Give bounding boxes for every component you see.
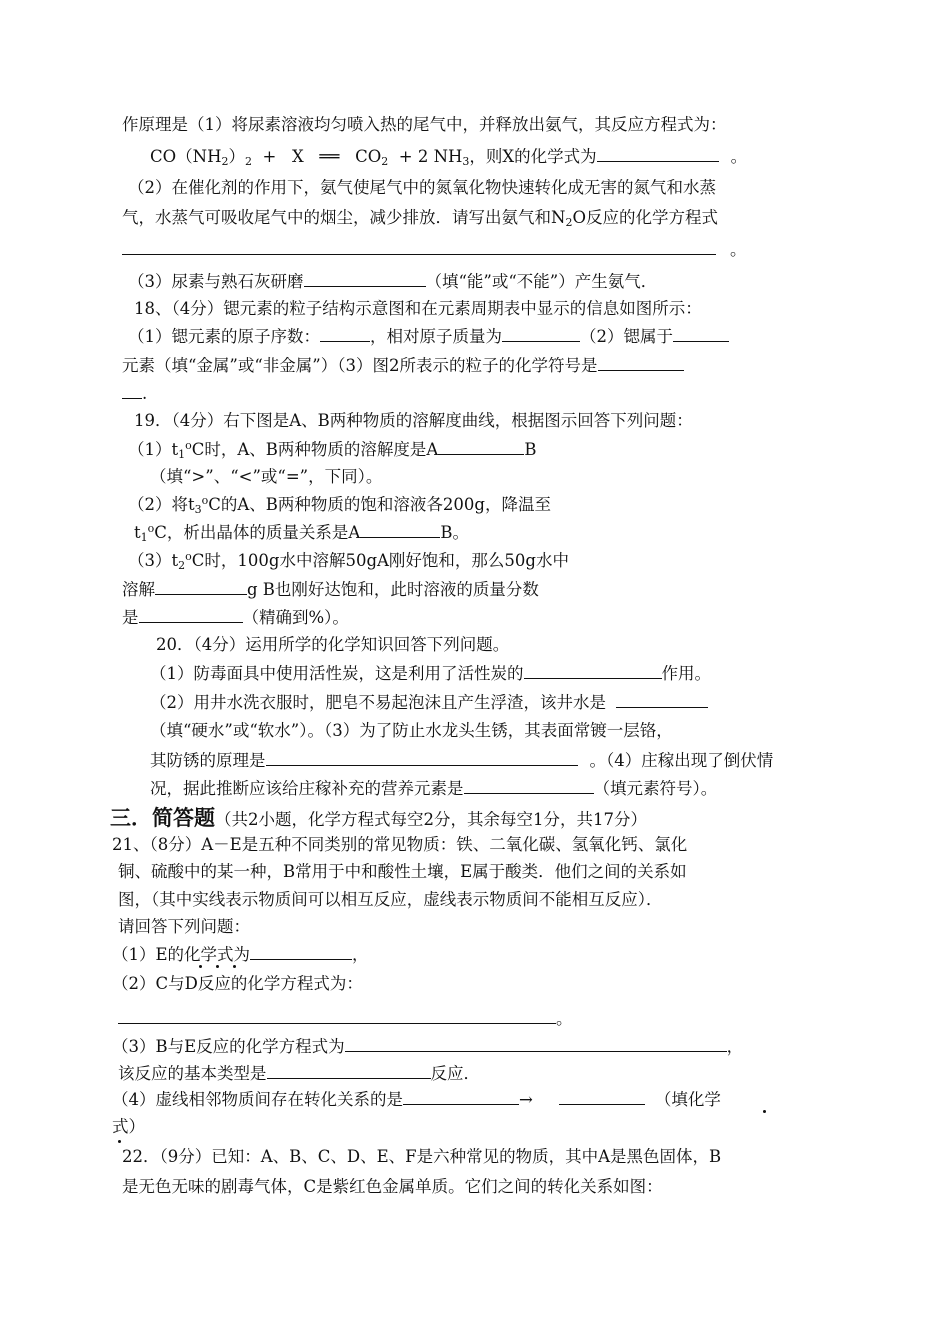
- q17-blank-ammonia[interactable]: [304, 270, 426, 287]
- q19-line5: $t_1^oC$，析出晶体的质量关系是A B。: [134, 522, 469, 544]
- q18-blank-atomic-number[interactable]: [320, 325, 370, 342]
- q19-blank-1[interactable]: [438, 438, 524, 455]
- emphasis-dot: [216, 965, 219, 968]
- q21-blank-3[interactable]: [345, 1035, 727, 1052]
- q21-blank-1[interactable]: [250, 943, 352, 960]
- q21-blank-4[interactable]: [267, 1062, 431, 1079]
- q19-line1: 19．（4分）右下图是A、B两种物质的溶解度曲线，根据图示回答下列问题：: [134, 411, 693, 430]
- q21-line5: （1）E的化学式为 ，: [112, 945, 369, 964]
- q20-line6: 况，据此推断应该给庄稼补充的营养元素是 （填元素符号）。: [150, 779, 718, 798]
- emphasis-dot: [763, 1110, 766, 1113]
- q20-line1: 20．（4分）运用所学的化学知识回答下列问题。: [156, 635, 510, 654]
- arrow-icon: →: [519, 1090, 533, 1109]
- q17-line1: 作原理是（1）将尿素溶液均匀喷入热的尾气中，并释放出氨气，其反应方程式为：: [122, 115, 727, 134]
- q18-line3: 元素（填“金属”或“非金属”）（3）图2所表示的粒子的化学符号是: [122, 354, 684, 377]
- q20-line5: 其防锈的原理是 。（4）庄稼出现了倒伏情: [150, 751, 774, 770]
- q22-line2: 是无色无味的剧毒气体，C是紫红色金属单质。它们之间的转化关系如图：: [122, 1177, 663, 1196]
- q19-line2: $(1)t_1^oC$时，A、B两种物质的溶解度是A B: [128, 439, 537, 461]
- q21-line4: 请回答下列问题：: [118, 917, 250, 936]
- q21-line1: 21、（8分）A－E是五种不同类别的常见物质：铁、二氧化碳、氢氧化钙、氯化: [112, 835, 688, 854]
- q21-line6: （2）C与D反应的化学方程式为：: [112, 974, 363, 993]
- q19-line8: 是 （精确到%）。: [122, 608, 349, 627]
- q21-blank-5[interactable]: [403, 1088, 519, 1105]
- q17-blank-equation[interactable]: [122, 238, 716, 255]
- q21-line11: 式）: [112, 1117, 145, 1136]
- q21-line2: 铜、硫酸中的某一种，B常用于中和酸性土壤，E属于酸类．他们之间的关系如: [118, 862, 687, 881]
- q20-line4: （填“硬水”或“软水”）。（3）为了防止水龙头生锈，其表面常镀一层铬，: [150, 721, 673, 740]
- q17-blank-x[interactable]: [597, 145, 719, 162]
- q17-equation: $CO(NH_2)_2 + X$ ══ $CO_2 + 2$ $NH_3$，则X的化学式为 。: [150, 147, 748, 168]
- q20-line2: （1）防毒面具中使用活性炭，这是利用了活性炭的 作用。: [150, 664, 711, 683]
- q18-line4: .: [122, 382, 147, 405]
- q18-line1: 18、（4分）锶元素的粒子结构示意图和在元素周期表中显示的信息如图所示：: [134, 299, 702, 318]
- q17-p2-line1: （2）在催化剂的作用下，氨气使尾气中的氮氧化物快速转化成无害的氮气和水蒸: [128, 178, 716, 197]
- q19-line4: （2）将$t_3^oC$的A、B两种物质的饱和溶液各200g，降温至: [128, 494, 551, 516]
- q21-blank-6[interactable]: [559, 1088, 645, 1105]
- q19-line7: 溶解 g B也刚好达饱和，此时溶液的质量分数: [122, 580, 539, 599]
- emphasis-dot: [118, 1140, 121, 1143]
- q19-blank-2[interactable]: [360, 521, 440, 538]
- q21-blank-2[interactable]: [118, 1007, 556, 1024]
- q21-line7: 。: [118, 1007, 573, 1030]
- q20-blank-1[interactable]: [524, 662, 662, 679]
- q19-blank-4[interactable]: [139, 606, 243, 623]
- q17-p2-line2: 气，水蒸气可吸收尾气中的烟尘，减少排放．请写出氨气和$N_2O$反应的化学方程式: [122, 208, 718, 229]
- section-heading: 三．简答题（共2小题，化学方程式每空2分，其余每空1分，共17分）: [110, 806, 647, 830]
- q17-p3: （3）尿素与熟石灰研磨 （填“能”或“不能”）产生氨气．: [128, 272, 658, 291]
- q21-line10: （4）虚线相邻物质间存在转化关系的是 → （填化学: [112, 1090, 721, 1109]
- q18-blank-symbol[interactable]: [598, 354, 684, 371]
- q20-line3: （2）用井水洗衣服时，肥皂不易起泡沫且产生浮渣，该井水是: [150, 691, 708, 714]
- q17-p2-line3: 。: [122, 238, 747, 261]
- q18-line2: （1）锶元素的原子序数： ，相对原子质量为 （2）锶属于: [128, 325, 729, 348]
- q21-line3: 图，（其中实线表示物质间可以相互反应，虚线表示物质间不能相互反应）．: [118, 890, 663, 909]
- q19-line3: （填“>”、“<”或“=”，下同）。: [150, 467, 383, 486]
- q20-blank-3[interactable]: [266, 749, 578, 766]
- q22-line1: 22．（9分）已知：A、B、C、D、E、F是六种常见的物质，其中A是黑色固体，B: [122, 1147, 722, 1166]
- q19-blank-3[interactable]: [155, 578, 247, 595]
- q18-blank-type[interactable]: [673, 325, 729, 342]
- emphasis-dot: [233, 965, 236, 968]
- emphasis-dot: [199, 965, 202, 968]
- q19-line6: $(3)t_2^oC$时，100g水中溶解50gA刚好饱和，那么50g水中: [128, 550, 569, 572]
- q21-line9: 该反应的基本类型是 反应．: [118, 1064, 480, 1083]
- q21-line8: （3）B与E反应的化学方程式为 ，: [112, 1037, 744, 1056]
- q18-blank-mass[interactable]: [502, 325, 580, 342]
- q20-blank-4[interactable]: [464, 777, 594, 794]
- q20-blank-2[interactable]: [616, 691, 708, 708]
